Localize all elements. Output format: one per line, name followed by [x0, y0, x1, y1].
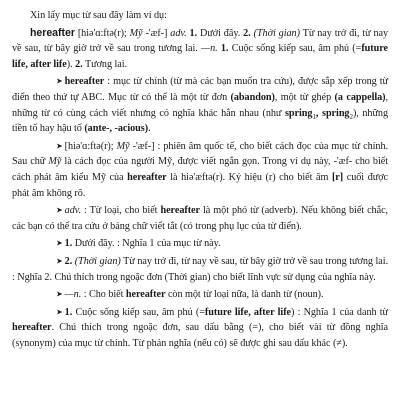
entry-noun1-synonyms: future life, after life — [12, 43, 389, 70]
entry-headword: hereafter — [30, 26, 75, 39]
entry-sense2-text: Từ nay trở đi, từ nay về sau, từ bây giờ trở về sau trong tương lai. — [12, 27, 389, 55]
note-noun: ➤ —n. : Cho biết hereafter còn một từ loại nữa, là danh từ (noun). — [12, 287, 388, 303]
pointer-arrow-icon: ➤ — [56, 307, 63, 317]
entry-sense1-num: 1. — [189, 27, 198, 39]
entry-noun1-num: 1. — [220, 43, 229, 55]
entry-noun-label: —n. — [201, 43, 218, 55]
note-pronunciation: ➤ [hiə'ɑ:ftə(r); Mỹ -'æf-] : phiên âm quốc tế, cho biết cách đọc của mục từ chính. Sau chữ Mỹ là cách đọc của người Mỹ, được viết ngắn gọn. Trong ví dụ này, -'æf- cho biết cách phát âm kiểu Mỹ của hereafter là hiə'æftə(r). Ký hiệu (r) cho biết âm [r] cuối được phát âm không rõ. — [12, 139, 388, 201]
note-headword-term: hereafter — [64, 76, 105, 88]
entry-pos: adv. — [170, 27, 187, 39]
entry-noun2-text: Tương lai. — [84, 58, 128, 70]
note-part-of-speech: ➤ adv. : Từ loại, cho biết hereafter là một phó từ (adverb). Nếu không biết chắc, các bạn có thể tra cứu ở bảng chữ viết tắt (có trong phụ lục của từ điển). — [12, 203, 388, 234]
note-sense-1: ➤ 1. Dưới đây. : Nghĩa 1 của mục từ này. — [12, 236, 388, 252]
entry-sense2-num: 2. — [243, 27, 251, 39]
pointer-arrow-icon: ➤ — [56, 238, 63, 248]
pointer-arrow-icon: ➤ — [56, 76, 63, 86]
pointer-arrow-icon: ➤ — [56, 205, 63, 215]
dictionary-entry: hereafter [hiə'ɑ:ftə(r); Mỹ -'æf-] adv. 1. Dưới đây. 2. (Thời gian) Từ nay trở đi, từ nay về sau, từ bây giờ trở về sau trong tương lai. —n. 1. Cuộc sống kiếp sau, âm phủ (=future life, after life). 2. Tương lai. — [12, 26, 389, 70]
entry-sense2-label: (Thời gian) — [253, 27, 300, 39]
entry-noun2-num: 2. — [75, 58, 83, 70]
note-noun-sense-1: ➤ 1. Cuộc sống kiếp sau, âm phủ (=future life, after life) : Nghĩa 1 của danh từ hereafter. Chú thích trong ngoặc đơn, sau dấu bằng (=), cho biết vài từ đồng nghĩa (synonym) của mục từ chính. Từ phản nghĩa (nếu có) sẽ được ghi sau dấu khác (≠). — [12, 305, 388, 352]
intro-line: Xin lấy mục từ sau đây làm ví dụ: — [30, 10, 167, 21]
pointer-arrow-icon: ➤ — [56, 141, 63, 151]
entry-ipa: [hiə'ɑ:ftə(r); — [77, 27, 127, 39]
pointer-arrow-icon: ➤ — [56, 256, 63, 266]
entry-sense1-text: Dưới đây. — [200, 27, 241, 39]
pointer-arrow-icon: ➤ — [56, 289, 63, 299]
entry-noun1-text: Cuộc sống kiếp sau, âm phủ (= — [231, 43, 362, 55]
entry-us-label: Mỹ — [129, 27, 143, 39]
entry-us-ipa: -'æf-] — [145, 27, 168, 39]
note-headword: ➤ hereafter : mục từ chính (từ mà các bạn muốn tra cứu), được sắp xếp trong từ điển theo thứ tự ABC. Mục từ có thể là một từ đơn (abandon), một từ ghép (a cappella), những từ có cùng cách viết nhưng có nghĩa khác hẳn nhau (như spring$_1$, spring$_2$), những tiền tố hay hậu tố (ante-, -acious). — [12, 74, 388, 136]
note-sense-2: ➤ 2. (Thời gian) Từ nay trở đi, từ nay về sau, từ bây giờ trở về sau trong tương lai. : Nghĩa 2. Chú thích trong ngoặc đơn (Thời gian) cho biết lĩnh vực sử dụng của nghĩa này. — [12, 254, 388, 285]
